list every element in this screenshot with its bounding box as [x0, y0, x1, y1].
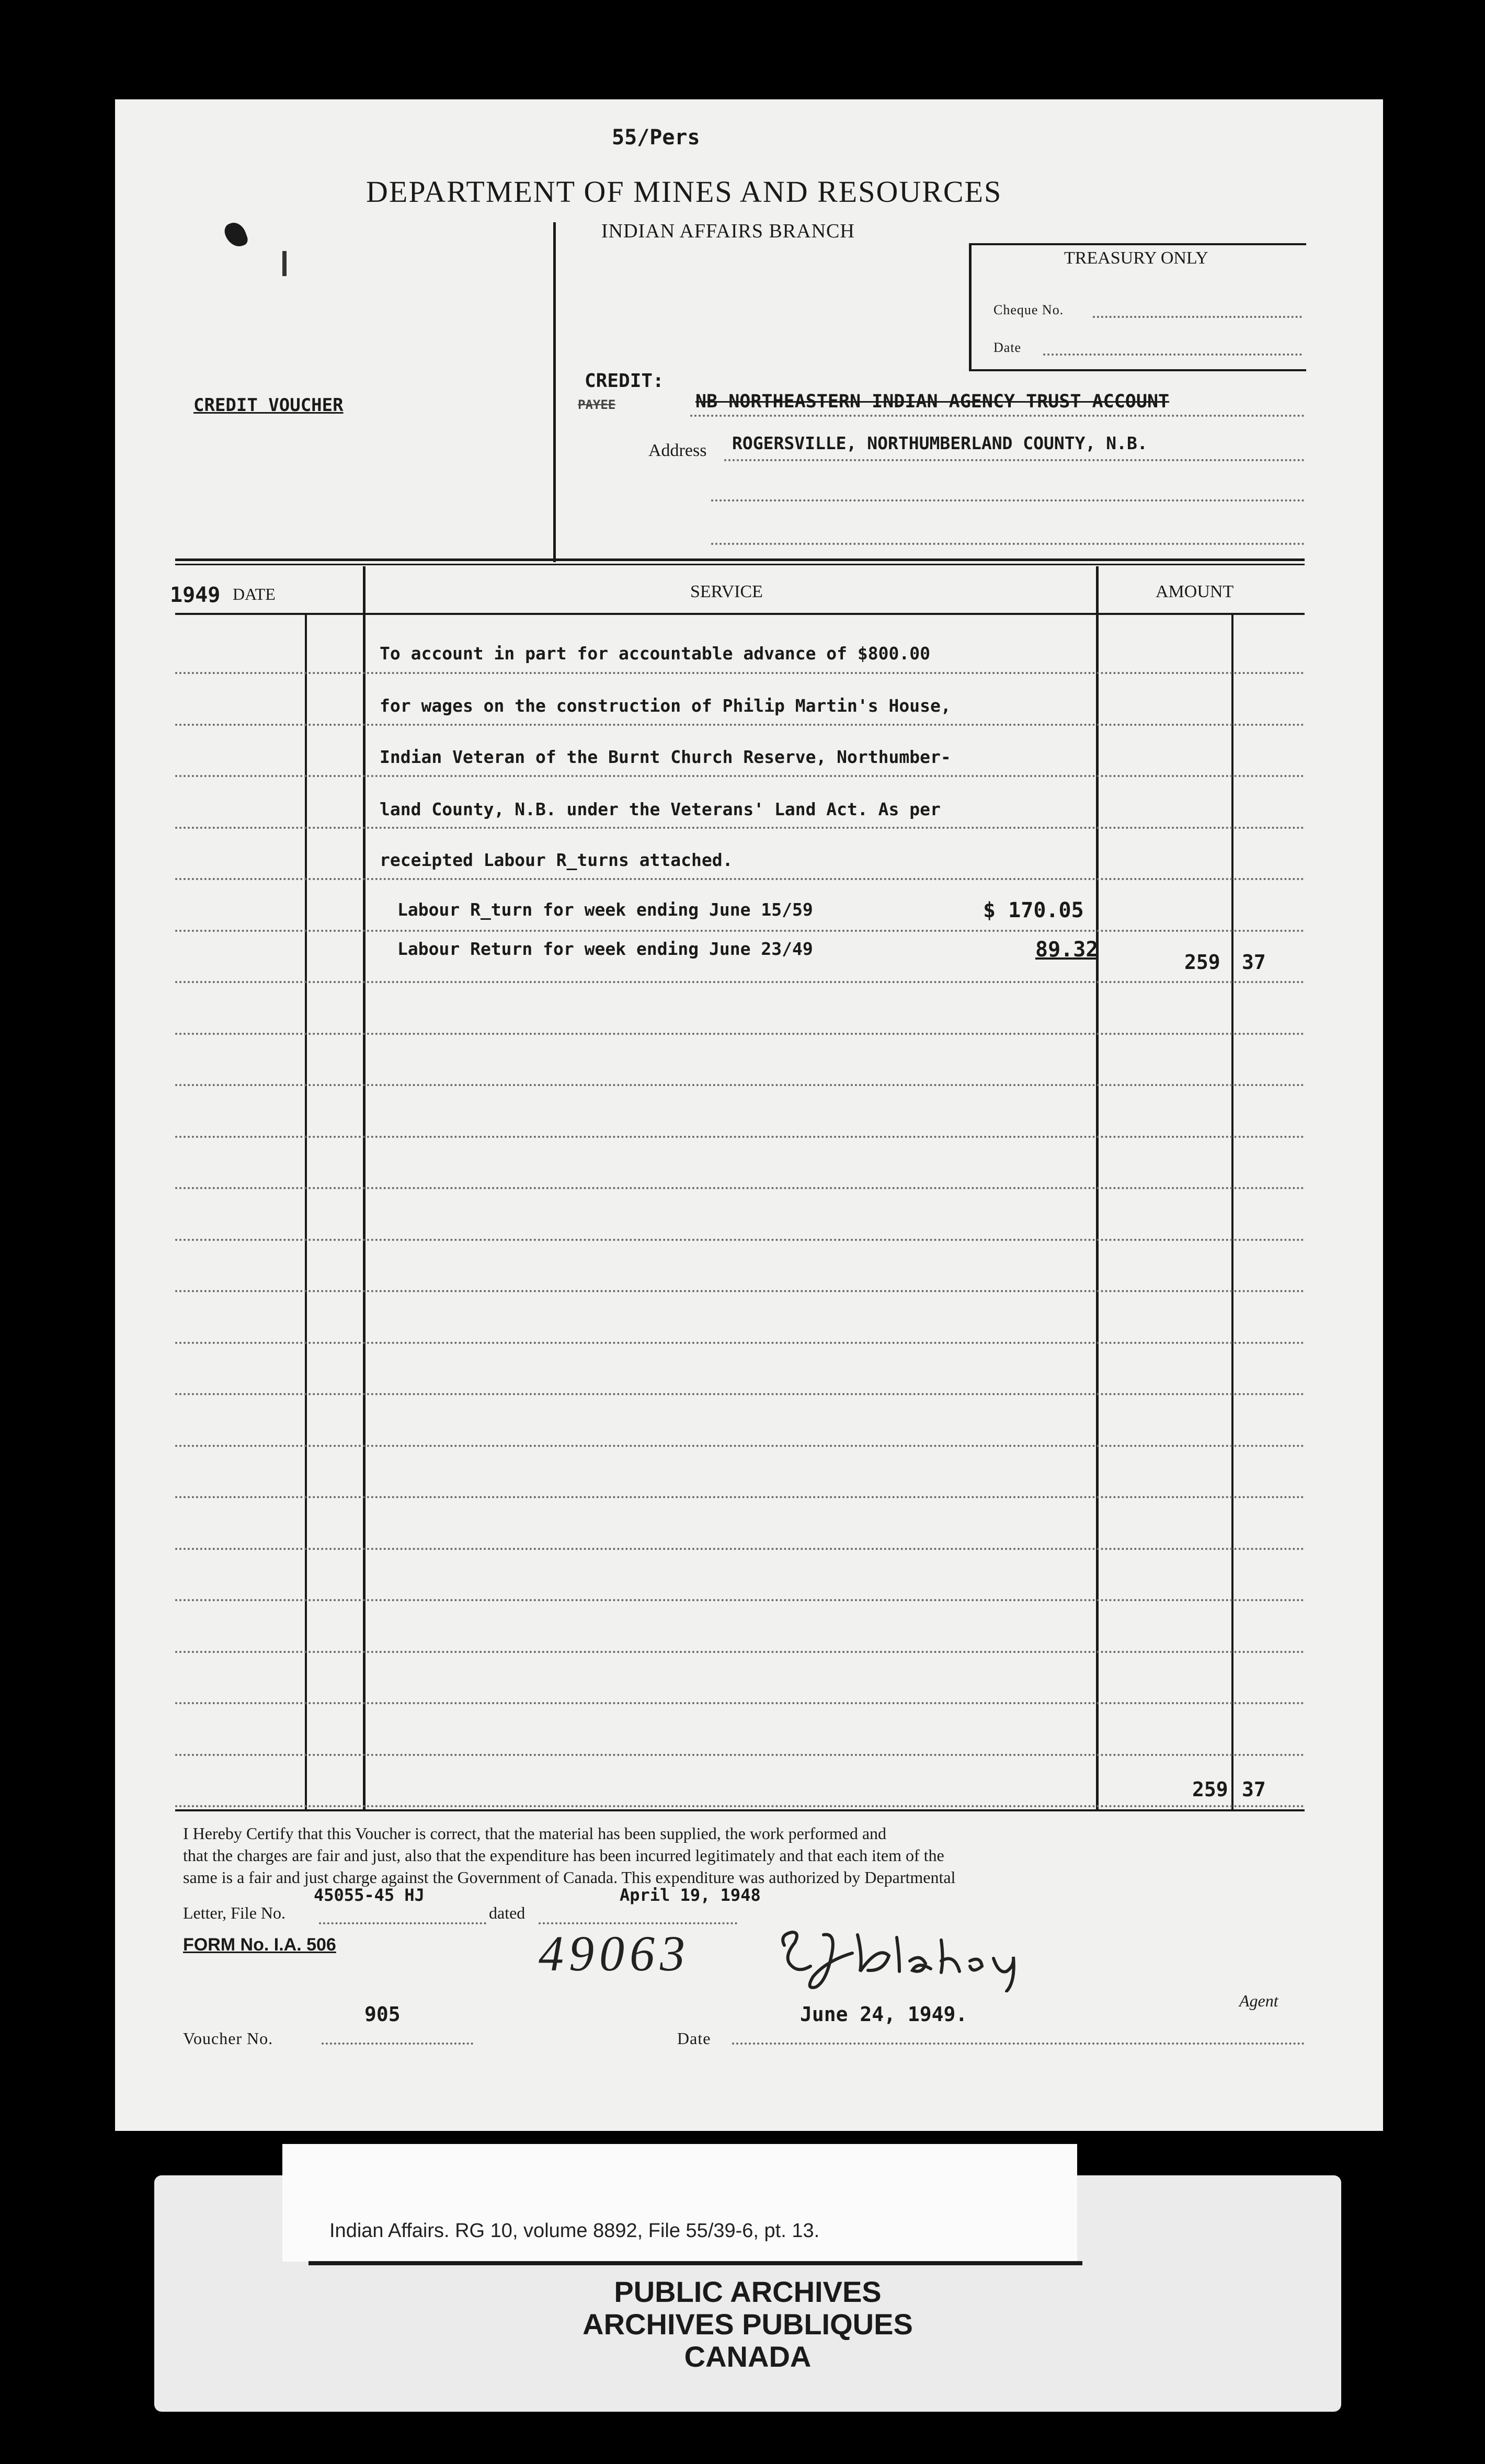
date-header: DATE: [233, 585, 276, 603]
cheque-label: Cheque No.: [993, 302, 1064, 317]
table-ruled-line: [175, 1445, 1305, 1447]
table-ruled-line: [175, 1187, 1305, 1189]
labour-return-item: Labour R_turn for week ending June 15/59: [397, 899, 813, 920]
treasury-box-bottom: [969, 369, 1306, 371]
treasury-date-label: Date: [993, 340, 1022, 355]
table-ruled-line: [175, 1084, 1305, 1086]
service-line: for wages on the construction of Philip Martin's House,: [380, 695, 951, 716]
table-ruled-line: [175, 1393, 1305, 1395]
table-ruled-line: [175, 1342, 1305, 1344]
subtotal-dollars: 259: [1184, 951, 1220, 974]
treasury-date-dotted-line: [1043, 353, 1302, 356]
table-ruled-line: [175, 1136, 1305, 1138]
address-value: ROGERSVILLE, NORTHUMBERLAND COUNTY, N.B.: [732, 433, 1148, 453]
agent-signature: [774, 1924, 1088, 1992]
service-line: To account in part for accountable advance of $800.00: [380, 643, 930, 664]
archive-citation: Indian Affairs. RG 10, volume 8892, File 55/39-6, pt. 13.: [329, 2220, 820, 2242]
branch-title: INDIAN AFFAIRS BRANCH: [601, 220, 855, 242]
year-header: 1949: [170, 583, 221, 607]
punch-mark: [282, 251, 287, 276]
table-ruled-line: [175, 1754, 1305, 1756]
table-ruled-line: [175, 775, 1305, 777]
table-ruled-line: [175, 672, 1305, 674]
table-ruled-line: [175, 1702, 1305, 1704]
archive-line-country: CANADA: [684, 2340, 812, 2373]
certification-text: same is a fair and just charge against the Government of Canada. This expenditure was authorized by Departmental: [183, 1868, 956, 1887]
citation-slip: [282, 2144, 1077, 2262]
header-divider: [553, 222, 556, 562]
credit-label: CREDIT:: [585, 370, 664, 392]
voucher-type: CREDIT VOUCHER: [193, 395, 344, 416]
address-line-2: [711, 499, 1305, 501]
archive-line-en: PUBLIC ARCHIVES: [614, 2275, 882, 2308]
table-ruled-line: [175, 1290, 1305, 1292]
table-top-rule-2: [175, 564, 1305, 565]
treasury-title: TREASURY ONLY: [1064, 248, 1208, 268]
total-cents: 37: [1242, 1778, 1266, 1801]
table-ruled-line: [175, 1548, 1305, 1550]
form-number: FORM No. I.A. 506: [183, 1935, 336, 1955]
payee-label-struck: PAYEE: [578, 397, 616, 412]
table-ruled-line: [175, 827, 1305, 829]
address-line-3: [711, 543, 1305, 545]
total-dollars: 259: [1192, 1778, 1228, 1801]
cheque-dotted-line: [1093, 316, 1302, 318]
labour-return-item: Labour Return for week ending June 23/49: [397, 939, 813, 959]
table-ruled-line: [175, 930, 1305, 932]
table-ruled-line: [175, 1651, 1305, 1653]
table-ruled-line: [175, 878, 1305, 880]
date-subdivider: [305, 615, 307, 1811]
table-top-rule: [175, 558, 1305, 561]
handwritten-number: 49063: [539, 1925, 690, 1981]
credit-name-line: [690, 415, 1305, 417]
certification-text: I Hereby Certify that this Voucher is correct, that the material has been supplied, the work performed and: [183, 1824, 887, 1843]
service-line: receipted Labour R_turns attached.: [380, 850, 733, 870]
citation-slip-shadow: [309, 2261, 1082, 2265]
table-header-rule: [175, 613, 1305, 615]
voucher-date-label: Date: [677, 2029, 711, 2048]
certification-text: that the charges are fair and just, also that the expenditure has been incurred legitimately and that each item of the: [183, 1846, 944, 1865]
voucher-number-label: Voucher No.: [183, 2029, 273, 2048]
treasury-box-top: [969, 243, 1306, 245]
table-ruled-line: [175, 1033, 1305, 1035]
labour-return-amount: 89.32: [1035, 938, 1099, 962]
address-line-1: [724, 459, 1305, 461]
dated-label: dated: [489, 1903, 526, 1922]
table-ruled-line: [175, 724, 1305, 726]
amount-header: AMOUNT: [1156, 582, 1234, 601]
table-bottom-rule: [175, 1809, 1305, 1811]
file-no-line: [319, 1922, 486, 1924]
voucher-date-line: [732, 2043, 1305, 2045]
service-header: SERVICE: [690, 582, 763, 601]
dated-value: April 19, 1948: [620, 1885, 761, 1905]
labour-return-amount: $ 170.05: [983, 898, 1084, 922]
table-ruled-line: [175, 981, 1305, 983]
letter-file-number: 45055-45 HJ: [314, 1885, 425, 1905]
archive-line-fr: ARCHIVES PUBLIQUES: [582, 2308, 913, 2341]
agent-label: Agent: [1239, 1991, 1278, 2010]
cents-divider: [1231, 615, 1233, 1811]
voucher-number-line: [322, 2043, 473, 2045]
table-ruled-line: [175, 1599, 1305, 1601]
letter-file-label: Letter, File No.: [183, 1903, 285, 1922]
address-label: Address: [648, 441, 707, 460]
file-stamp: 55/Pers: [612, 126, 700, 150]
voucher-date: June 24, 1949.: [800, 2003, 968, 2026]
subtotal-cents: 37: [1242, 951, 1266, 974]
service-line: land County, N.B. under the Veterans' Land Act. As per: [380, 799, 941, 819]
department-title: DEPARTMENT OF MINES AND RESOURCES: [366, 175, 1002, 209]
credit-name: NB NORTHEASTERN INDIAN AGENCY TRUST ACCOUNT: [695, 391, 1170, 412]
table-ruled-line: [175, 1805, 1305, 1807]
treasury-box-border: [969, 243, 972, 371]
table-ruled-line: [175, 1496, 1305, 1498]
service-line: Indian Veteran of the Burnt Church Reserve, Northumber-: [380, 747, 951, 767]
table-ruled-line: [175, 1239, 1305, 1241]
voucher-number: 905: [364, 2003, 401, 2026]
